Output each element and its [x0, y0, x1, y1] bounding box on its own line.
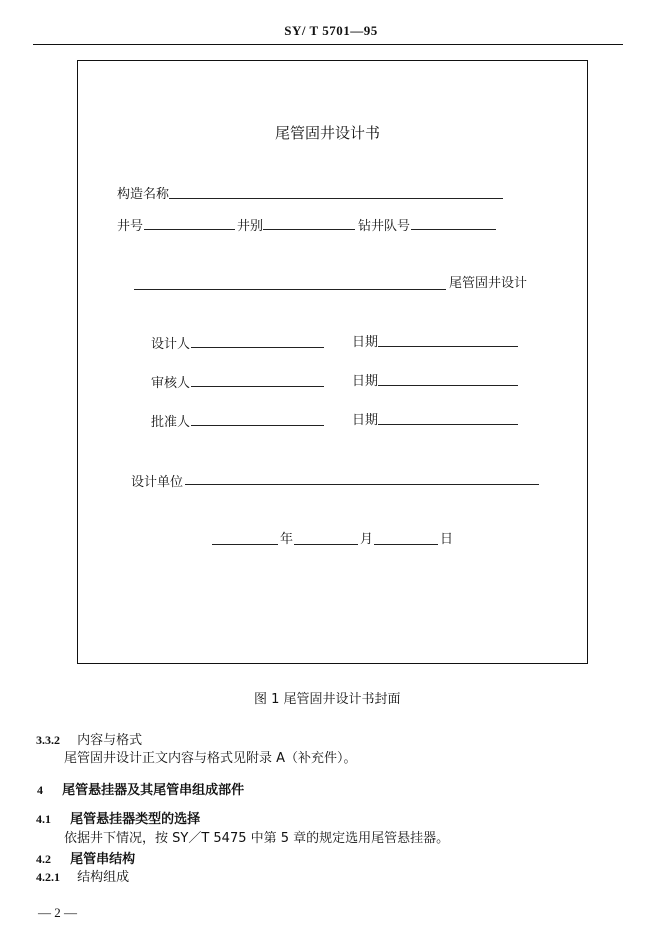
section-3-3-2 [36, 729, 142, 748]
paragraph-text: 依据井下情况，按 SY／T 5475 中第 5 章的规定选用尾管悬挂器。 [64, 831, 450, 846]
section-4 [37, 779, 244, 798]
page-number: — 2 — [38, 905, 77, 920]
section-title: 结构组成 [77, 870, 130, 885]
well-no-field [144, 229, 235, 230]
designer-label: 设计人 [151, 337, 191, 352]
header-rule [33, 44, 623, 45]
month-label: 月 [360, 532, 374, 547]
section-title: 内容与格式 [77, 733, 143, 748]
well-no-label: 井号 [117, 219, 144, 234]
section-number: 3.3.2 [36, 733, 60, 747]
month-field [294, 544, 358, 545]
reviewer-date-label: 日期 [352, 374, 379, 389]
section-4-2-1 [36, 866, 129, 885]
year-label: 年 [280, 532, 294, 547]
design-unit-label: 设计单位 [131, 475, 184, 490]
paragraph-text: 尾管固井设计正文内容与格式见附录 A（补充件）。 [64, 751, 357, 766]
section-number: 4.1 [36, 812, 51, 826]
designer-field [191, 347, 324, 348]
section-title: 尾管串结构 [70, 852, 136, 867]
section-number: 4.2 [36, 852, 51, 866]
well-type-label: 井别 [237, 219, 264, 234]
design-unit-field [185, 484, 539, 485]
reviewer-field [191, 386, 324, 387]
approver-field [191, 425, 324, 426]
structure-name-label: 构造名称 [117, 187, 170, 202]
drilling-team-field [411, 229, 496, 230]
standard-code-header: SY/ T 5701—95 [284, 23, 378, 38]
year-field [212, 544, 278, 545]
designer-date-label: 日期 [352, 335, 379, 350]
design-suffix-label: 尾管固井设计 [449, 276, 528, 291]
reviewer-label: 审核人 [151, 376, 191, 391]
reviewer-date-field [378, 385, 518, 386]
day-label: 日 [440, 532, 454, 547]
approver-date-label: 日期 [352, 413, 379, 428]
approver-label: 批准人 [151, 415, 191, 430]
section-number: 4 [37, 783, 43, 797]
section-number: 4.2.1 [36, 870, 60, 884]
section-4-2 [36, 848, 135, 867]
form-title: 尾管固井设计书 [275, 124, 381, 142]
section-title: 尾管悬挂器及其尾管串组成部件 [62, 783, 245, 798]
designer-date-field [378, 346, 518, 347]
design-name-field [134, 289, 446, 290]
day-field [374, 544, 438, 545]
design-cover-form [77, 60, 588, 664]
drilling-team-label: 钻井队号 [358, 219, 411, 234]
approver-date-field [378, 424, 518, 425]
section-4-1 [36, 808, 200, 827]
well-type-field [263, 229, 355, 230]
structure-name-field [169, 198, 503, 199]
section-title: 尾管悬挂器类型的选择 [70, 812, 201, 827]
figure-caption: 图 1 尾管固井设计书封面 [254, 692, 401, 707]
